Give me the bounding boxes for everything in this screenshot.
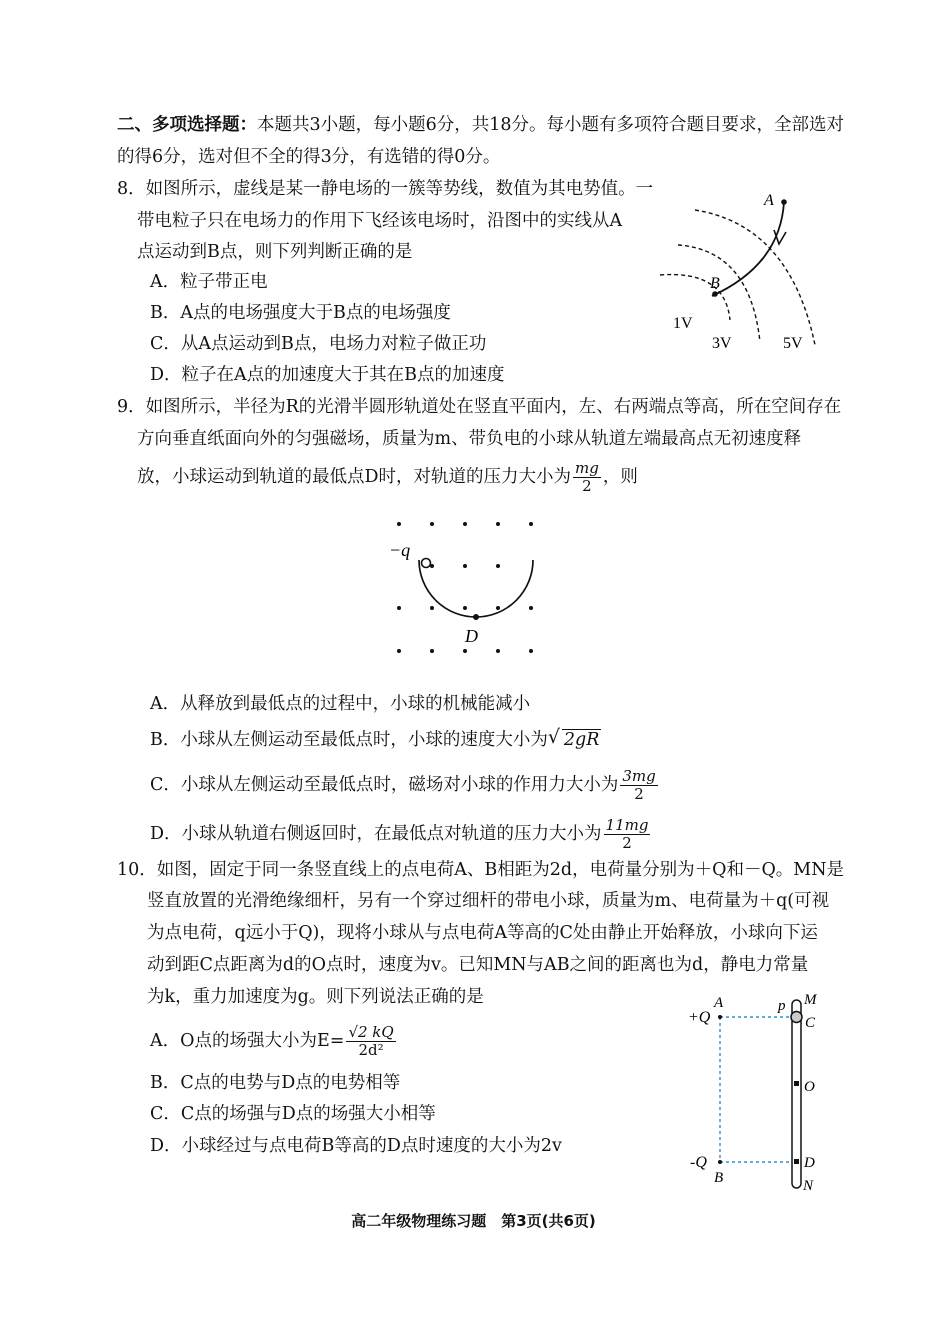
q9-stem-fraction-den: 2 <box>582 477 592 495</box>
section-title: 二、多项选择题： <box>117 115 257 135</box>
q8-option-c: C．从A点运动到B点，电场力对粒子做正功 <box>150 334 487 354</box>
q10-point-m-label: M <box>804 992 817 1008</box>
q8-label-a: A <box>764 192 774 209</box>
q10-point-a-label: A <box>714 995 724 1011</box>
q9-figure <box>385 512 555 662</box>
q10-stem-4: 动到距C点距离为d的O点时，速度为v。已知MN与AB之间的距离也为d，静电力常量 <box>147 955 809 975</box>
q10-point-c-label: C <box>805 1015 816 1031</box>
q9-stem-2: 方向垂直纸面向外的匀强磁场，质量为m、带负电的小球从轨道左端最高点无初速度释 <box>137 429 802 449</box>
q10-stem-3: 为点电荷，q远小于Q)，现将小球从与点电荷A等高的C处由静止开始释放，小球向下运 <box>147 923 818 943</box>
q9-option-d-den: 2 <box>622 834 632 852</box>
q9-stem-3-end: ，则 <box>602 467 638 487</box>
q10-option-a-num: √2 kQ <box>348 1023 394 1041</box>
q10-p-label: p <box>778 998 786 1014</box>
q8-label-5v: 5V <box>783 335 803 352</box>
q10-option-a-den: 2d² <box>358 1041 384 1059</box>
section-header <box>117 113 844 137</box>
q8-label-3v: 3V <box>712 335 732 352</box>
q9-option-d-text: D．小球从轨道右侧返回时，在最低点对轨道的压力大小为 <box>150 824 602 844</box>
q9-option-c-den: 2 <box>634 785 644 803</box>
q8-option-d: D．粒子在A点的加速度大于其在B点的加速度 <box>150 365 505 385</box>
q8-option-b: B．A点的电场强度大于B点的电场强度 <box>150 303 451 323</box>
q10-stem-5: 为k，重力加速度为g。则下列说法正确的是 <box>147 987 484 1007</box>
q9-option-b-text: B．小球从左侧运动至最低点时，小球的速度大小为 <box>150 730 548 750</box>
q8-label-1v: 1V <box>673 315 693 332</box>
q9-charge-label: −q <box>389 540 411 560</box>
q9-option-c-fraction <box>620 768 657 803</box>
q10-plus-q-label: +Q <box>688 1009 711 1026</box>
q10-option-b: B．C点的电势与D点的电势相等 <box>150 1073 401 1093</box>
q10-stem-1: 10．如图，固定于同一条竖直线上的点电荷A、B相距为2d，电荷量分别为＋Q和－Q。MN是 <box>117 860 845 880</box>
q9-option-b-sqrt: √ 2gR <box>562 729 602 750</box>
q10-figure <box>680 990 830 1195</box>
section-desc-2: 的得6分，选对但不全的得3分，有选错的得0分。 <box>117 147 501 167</box>
q9-option-b <box>150 728 601 752</box>
q9-option-d-num: 11mg <box>605 816 649 834</box>
q9-stem-3-text: 放，小球运动到轨道的最低点D时，对轨道的压力大小为 <box>137 467 572 487</box>
q9-option-a: A．从释放到最低点的过程中，小球的机械能减小 <box>150 694 531 714</box>
q9-option-c <box>150 768 660 803</box>
q8-stem-2: 带电粒子只在电场力的作用下飞经该电场时，沿图中的实线从A <box>137 211 623 231</box>
q10-option-c: C．C点的场强与D点的场强大小相等 <box>150 1104 436 1124</box>
q10-option-a-fraction <box>346 1024 395 1059</box>
q9-stem-3 <box>137 460 638 495</box>
page-footer: 高二年级物理练习题 第3页(共6页) <box>351 1212 596 1230</box>
q9-option-c-text: C．小球从左侧运动至最低点时，磁场对小球的作用力大小为 <box>150 775 619 795</box>
q9-stem-1: 9．如图所示，半径为R的光滑半圆形轨道处在竖直平面内，左、右两端点等高，所在空间存在 <box>117 397 842 417</box>
q9-point-d-label: D <box>465 626 478 646</box>
q10-point-b-label: B <box>714 1170 724 1186</box>
q8-label-b: B <box>710 275 720 292</box>
q8-option-a: A．粒子带正电 <box>150 272 268 292</box>
section-desc-1: 本题共3小题，每小题6分，共18分。每小题有多项符合题目要求，全部选对 <box>257 115 845 135</box>
q10-minus-q-label: -Q <box>690 1154 707 1171</box>
q10-stem-2: 竖直放置的光滑绝缘细杆，另有一个穿过细杆的带电小球，质量为m、电荷量为＋q(可视 <box>147 891 830 911</box>
q8-figure <box>660 180 840 360</box>
q10-point-n-label: N <box>803 1178 814 1194</box>
q8-stem-3: 点运动到B点，则下列判断正确的是 <box>137 242 413 262</box>
q9-option-d-fraction <box>604 817 651 852</box>
q10-option-a <box>150 1024 398 1059</box>
q10-point-o-label: O <box>804 1079 815 1095</box>
q9-option-d <box>150 817 652 852</box>
q9-option-c-num: 3mg <box>622 767 656 785</box>
q10-option-d: D．小球经过与点电荷B等高的D点时速度的大小为2v <box>150 1136 562 1156</box>
q8-stem-1: 8．如图所示，虚线是某一静电场的一簇等势线，数值为其电势值。一 <box>117 179 654 199</box>
q10-option-a-text: A．O点的场强大小为E= <box>150 1031 345 1051</box>
q9-stem-fraction-num: mg <box>575 459 599 477</box>
q10-point-d-label: D <box>804 1155 815 1171</box>
q9-stem-fraction <box>573 460 601 495</box>
